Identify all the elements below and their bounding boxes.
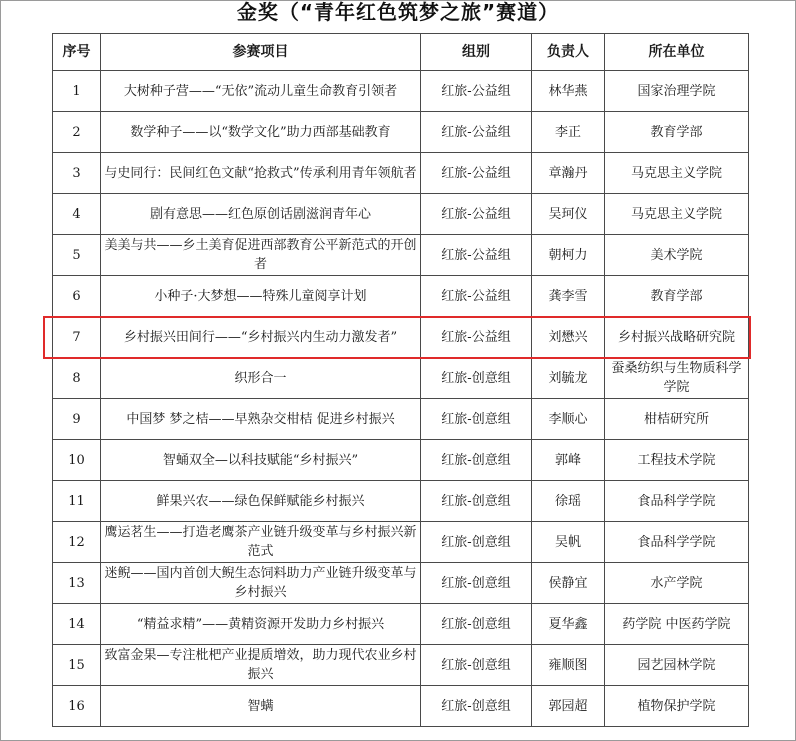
cell-group: 红旅-公益组 bbox=[421, 71, 532, 112]
cell-group: 红旅-创意组 bbox=[421, 481, 532, 522]
cell-leader: 李正 bbox=[532, 112, 605, 153]
cell-no: 12 bbox=[53, 522, 101, 563]
cell-project: 智蛹双全—以科技赋能“乡村振兴” bbox=[101, 440, 421, 481]
cell-unit: 美术学院 bbox=[605, 235, 749, 276]
cell-unit: 教育学部 bbox=[605, 112, 749, 153]
cell-no: 11 bbox=[53, 481, 101, 522]
header-group: 组别 bbox=[421, 34, 532, 71]
cell-leader: 郭园超 bbox=[532, 686, 605, 727]
table-row bbox=[53, 399, 749, 440]
cell-no: 6 bbox=[53, 276, 101, 317]
cell-unit: 园艺园林学院 bbox=[605, 645, 749, 686]
cell-group: 红旅-公益组 bbox=[421, 112, 532, 153]
cell-unit: 柑桔研究所 bbox=[605, 399, 749, 440]
cell-leader: 龚李雪 bbox=[532, 276, 605, 317]
cell-project: 鲜果兴农——绿色保鲜赋能乡村振兴 bbox=[101, 481, 421, 522]
cell-leader: 雍顺图 bbox=[532, 645, 605, 686]
cell-group: 红旅-公益组 bbox=[421, 153, 532, 194]
cell-leader: 李顺心 bbox=[532, 399, 605, 440]
cell-project: 鹰运茗生——打造老鹰茶产业链升级变革与乡村振兴新范式 bbox=[101, 522, 421, 563]
table-row bbox=[53, 153, 749, 194]
table-row bbox=[53, 112, 749, 153]
table-row bbox=[53, 235, 749, 276]
cell-unit: 马克思主义学院 bbox=[605, 194, 749, 235]
cell-unit: 工程技术学院 bbox=[605, 440, 749, 481]
cell-unit: 教育学部 bbox=[605, 276, 749, 317]
cell-project: 迷鲵——国内首创大鲵生态饲料助力产业链升级变革与乡村振兴 bbox=[101, 563, 421, 604]
cell-no: 10 bbox=[53, 440, 101, 481]
cell-leader: 朝柯力 bbox=[532, 235, 605, 276]
cell-leader: 刘毓龙 bbox=[532, 358, 605, 399]
cell-leader: 侯静宜 bbox=[532, 563, 605, 604]
table-row bbox=[53, 276, 749, 317]
cell-no: 13 bbox=[53, 563, 101, 604]
cell-group: 红旅-公益组 bbox=[421, 235, 532, 276]
cell-project: 小种子·大梦想——特殊儿童阅享计划 bbox=[101, 276, 421, 317]
cell-no: 7 bbox=[53, 317, 101, 358]
header-no: 序号 bbox=[53, 34, 101, 71]
cell-group: 红旅-公益组 bbox=[421, 276, 532, 317]
cell-group: 红旅-创意组 bbox=[421, 686, 532, 727]
cell-leader: 刘懋兴 bbox=[532, 317, 605, 358]
table-row bbox=[53, 563, 749, 604]
header-leader: 负责人 bbox=[532, 34, 605, 71]
cell-unit: 水产学院 bbox=[605, 563, 749, 604]
table-header-row bbox=[53, 34, 749, 71]
table-row bbox=[53, 604, 749, 645]
cell-leader: 吴珂仪 bbox=[532, 194, 605, 235]
cell-unit: 国家治理学院 bbox=[605, 71, 749, 112]
cell-group: 红旅-创意组 bbox=[421, 358, 532, 399]
cell-unit: 药学院 中医药学院 bbox=[605, 604, 749, 645]
header-project: 参赛项目 bbox=[101, 34, 421, 71]
cell-unit: 食品科学学院 bbox=[605, 522, 749, 563]
table-row bbox=[53, 522, 749, 563]
cell-project: 剧有意思——红色原创话剧滋润青年心 bbox=[101, 194, 421, 235]
cell-project: 致富金果—专注枇杷产业提质增效，助力现代农业乡村振兴 bbox=[101, 645, 421, 686]
cell-group: 红旅-公益组 bbox=[421, 194, 532, 235]
cell-group: 红旅-创意组 bbox=[421, 604, 532, 645]
cell-project: 大树种子营——“无依”流动儿童生命教育引领者 bbox=[101, 71, 421, 112]
cell-leader: 吴帆 bbox=[532, 522, 605, 563]
cell-group: 红旅-创意组 bbox=[421, 563, 532, 604]
table-body bbox=[53, 71, 749, 727]
cell-project: “精益求精”——黄精资源开发助力乡村振兴 bbox=[101, 604, 421, 645]
cell-group: 红旅-公益组 bbox=[421, 317, 532, 358]
cell-leader: 章瀚丹 bbox=[532, 153, 605, 194]
cell-no: 2 bbox=[53, 112, 101, 153]
cell-project: 与史同行：民间红色文献“抢救式”传承利用青年领航者 bbox=[101, 153, 421, 194]
cell-no: 8 bbox=[53, 358, 101, 399]
table-row bbox=[53, 194, 749, 235]
table-row bbox=[53, 686, 749, 727]
table-row bbox=[53, 645, 749, 686]
cell-unit: 蚕桑纺织与生物质科学学院 bbox=[605, 358, 749, 399]
header-unit: 所在单位 bbox=[605, 34, 749, 71]
cell-project: 乡村振兴田间行——“乡村振兴内生动力激发者” bbox=[101, 317, 421, 358]
cell-unit: 植物保护学院 bbox=[605, 686, 749, 727]
cell-group: 红旅-创意组 bbox=[421, 440, 532, 481]
cell-leader: 郭峰 bbox=[532, 440, 605, 481]
cell-unit: 马克思主义学院 bbox=[605, 153, 749, 194]
cell-project: 中国梦 梦之桔——早熟杂交柑桔 促进乡村振兴 bbox=[101, 399, 421, 440]
cell-unit: 食品科学学院 bbox=[605, 481, 749, 522]
cell-no: 15 bbox=[53, 645, 101, 686]
page-title: 金奖（“青年红色筑梦之旅”赛道） bbox=[236, 0, 560, 24]
cell-project: 智螨 bbox=[101, 686, 421, 727]
cell-project: 数学种子——以“数学文化”助力西部基础教育 bbox=[101, 112, 421, 153]
cell-no: 3 bbox=[53, 153, 101, 194]
cell-unit: 乡村振兴战略研究院 bbox=[605, 317, 749, 358]
awards-table bbox=[52, 33, 749, 727]
cell-no: 5 bbox=[53, 235, 101, 276]
table-row bbox=[53, 440, 749, 481]
cell-leader: 林华燕 bbox=[532, 71, 605, 112]
cell-group: 红旅-创意组 bbox=[421, 522, 532, 563]
cell-no: 14 bbox=[53, 604, 101, 645]
table-row bbox=[53, 358, 749, 399]
table-row bbox=[53, 481, 749, 522]
table-row bbox=[53, 71, 749, 112]
cell-no: 1 bbox=[53, 71, 101, 112]
cell-no: 16 bbox=[53, 686, 101, 727]
cell-group: 红旅-创意组 bbox=[421, 645, 532, 686]
cell-no: 4 bbox=[53, 194, 101, 235]
cell-no: 9 bbox=[53, 399, 101, 440]
table-row bbox=[53, 317, 749, 358]
cell-project: 美美与共——乡土美育促进西部教育公平新范式的开创者 bbox=[101, 235, 421, 276]
cell-leader: 夏华鑫 bbox=[532, 604, 605, 645]
cell-group: 红旅-创意组 bbox=[421, 399, 532, 440]
cell-project: 织形合一 bbox=[101, 358, 421, 399]
cell-leader: 徐瑶 bbox=[532, 481, 605, 522]
